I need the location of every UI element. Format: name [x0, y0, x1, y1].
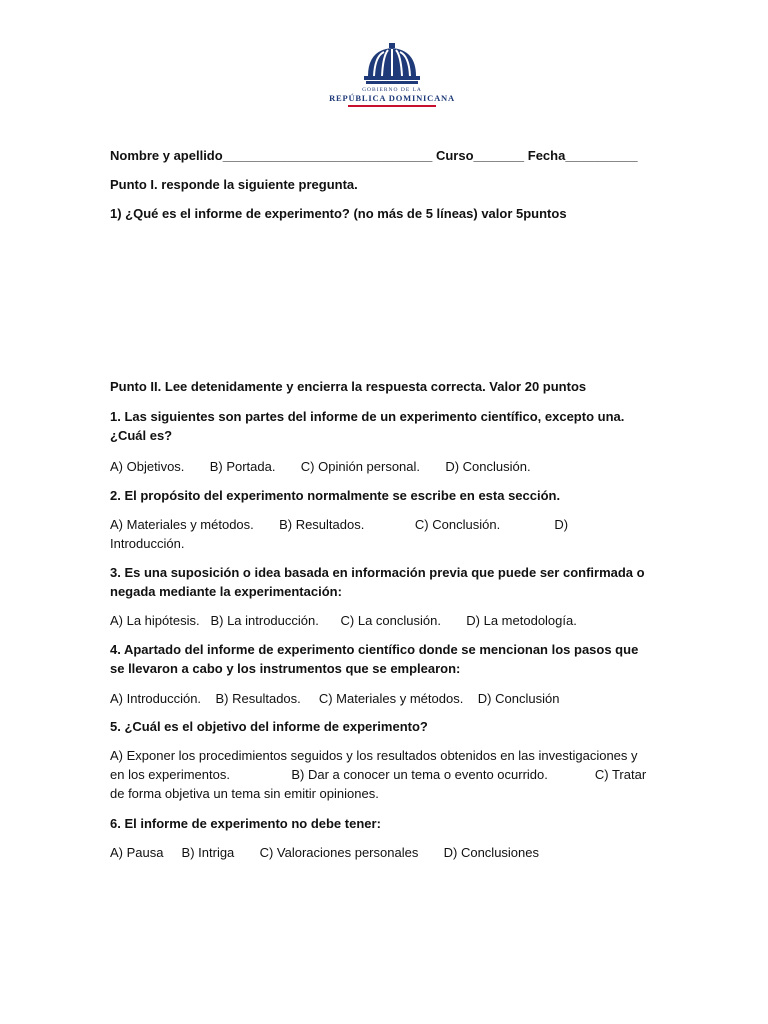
question-1-options	[110, 457, 655, 476]
q1-option-b[interactable]: B) Portada.	[209, 459, 276, 474]
q5-option-a[interactable]: A) Exponer los procedimientos seguidos y los resultados obtenidos en las investigaciones y en los experimentos.	[110, 748, 638, 782]
q3-option-b[interactable]: B) La introducción.	[210, 613, 319, 628]
question-5-options	[110, 746, 655, 803]
q4-option-a[interactable]: A) Introducción.	[110, 691, 202, 706]
question-6-options	[110, 843, 655, 862]
question-3-options	[110, 611, 655, 630]
q5-option-b[interactable]: B) Dar a conocer un tema o evento ocurrido.	[291, 767, 548, 782]
q4-option-d[interactable]: D) Conclusión	[477, 691, 560, 706]
q4-option-c[interactable]: C) Materiales y métodos.	[318, 691, 464, 706]
q6-option-a[interactable]: A) Pausa	[110, 845, 164, 860]
logo-red-bar	[348, 105, 436, 107]
question-5: 5. ¿Cuál es el objetivo del informe de experimento?	[110, 719, 428, 734]
q2-option-d[interactable]: D)	[554, 517, 569, 532]
question-4: 4. Apartado del informe de experimento científico donde se mencionan los pasos que se llevaron a cabo y los instrumentos que se emplearon:	[110, 642, 639, 676]
part1-title: Punto I. responde la siguiente pregunta.	[110, 177, 358, 192]
government-logo	[322, 42, 462, 114]
q6-option-b[interactable]: B) Intriga	[181, 845, 235, 860]
q2-option-a[interactable]: A) Materiales y métodos.	[110, 517, 254, 532]
q2-option-b[interactable]: B) Resultados.	[279, 517, 365, 532]
part2-title: Punto II. Lee detenidamente y encierra la respuesta correcta. Valor 20 puntos	[110, 379, 587, 394]
student-info-line: Nombre y apellido_____________________________ Curso_______ Fecha__________	[110, 148, 638, 163]
question-3: 3. Es una suposición o idea basada en información previa que puede ser confirmada o negada mediante la experimentación:	[110, 565, 645, 599]
q3-option-a[interactable]: A) La hipótesis.	[110, 613, 200, 628]
q2-option-d-continued: Introducción.	[110, 536, 185, 551]
q3-option-c[interactable]: C) La conclusión.	[340, 613, 441, 628]
question-2-options	[110, 515, 655, 553]
q6-option-d[interactable]: D) Conclusiones	[443, 845, 539, 860]
dome-emblem-icon	[360, 42, 424, 86]
question-6: 6. El informe de experimento no debe tener:	[110, 816, 381, 831]
q1-option-a[interactable]: A) Objetivos.	[110, 459, 185, 474]
part1-question: 1) ¿Qué es el informe de experimento? (no más de 5 líneas) valor 5puntos	[110, 206, 567, 221]
q3-option-d[interactable]: D) La metodología.	[466, 613, 577, 628]
q4-option-b[interactable]: B) Resultados.	[215, 691, 301, 706]
question-4-options	[110, 689, 655, 708]
logo-line1: GOBIERNO DE LA	[362, 87, 422, 93]
question-1: 1. Las siguientes son partes del informe de un experimento científico, excepto una. ¿Cuál es?	[110, 409, 625, 443]
q2-option-c[interactable]: C) Conclusión.	[414, 517, 501, 532]
q6-option-c[interactable]: C) Valoraciones personales	[259, 845, 419, 860]
q1-option-d[interactable]: D) Conclusión.	[445, 459, 531, 474]
question-2: 2. El propósito del experimento normalmente se escribe en esta sección.	[110, 488, 561, 503]
q5-option-c[interactable]: C) Tratar de forma objetiva un tema sin emitir opiniones.	[110, 767, 647, 801]
logo-line2: REPÚBLICA DOMINICANA	[329, 93, 455, 103]
q1-option-c[interactable]: C) Opinión personal.	[300, 459, 421, 474]
